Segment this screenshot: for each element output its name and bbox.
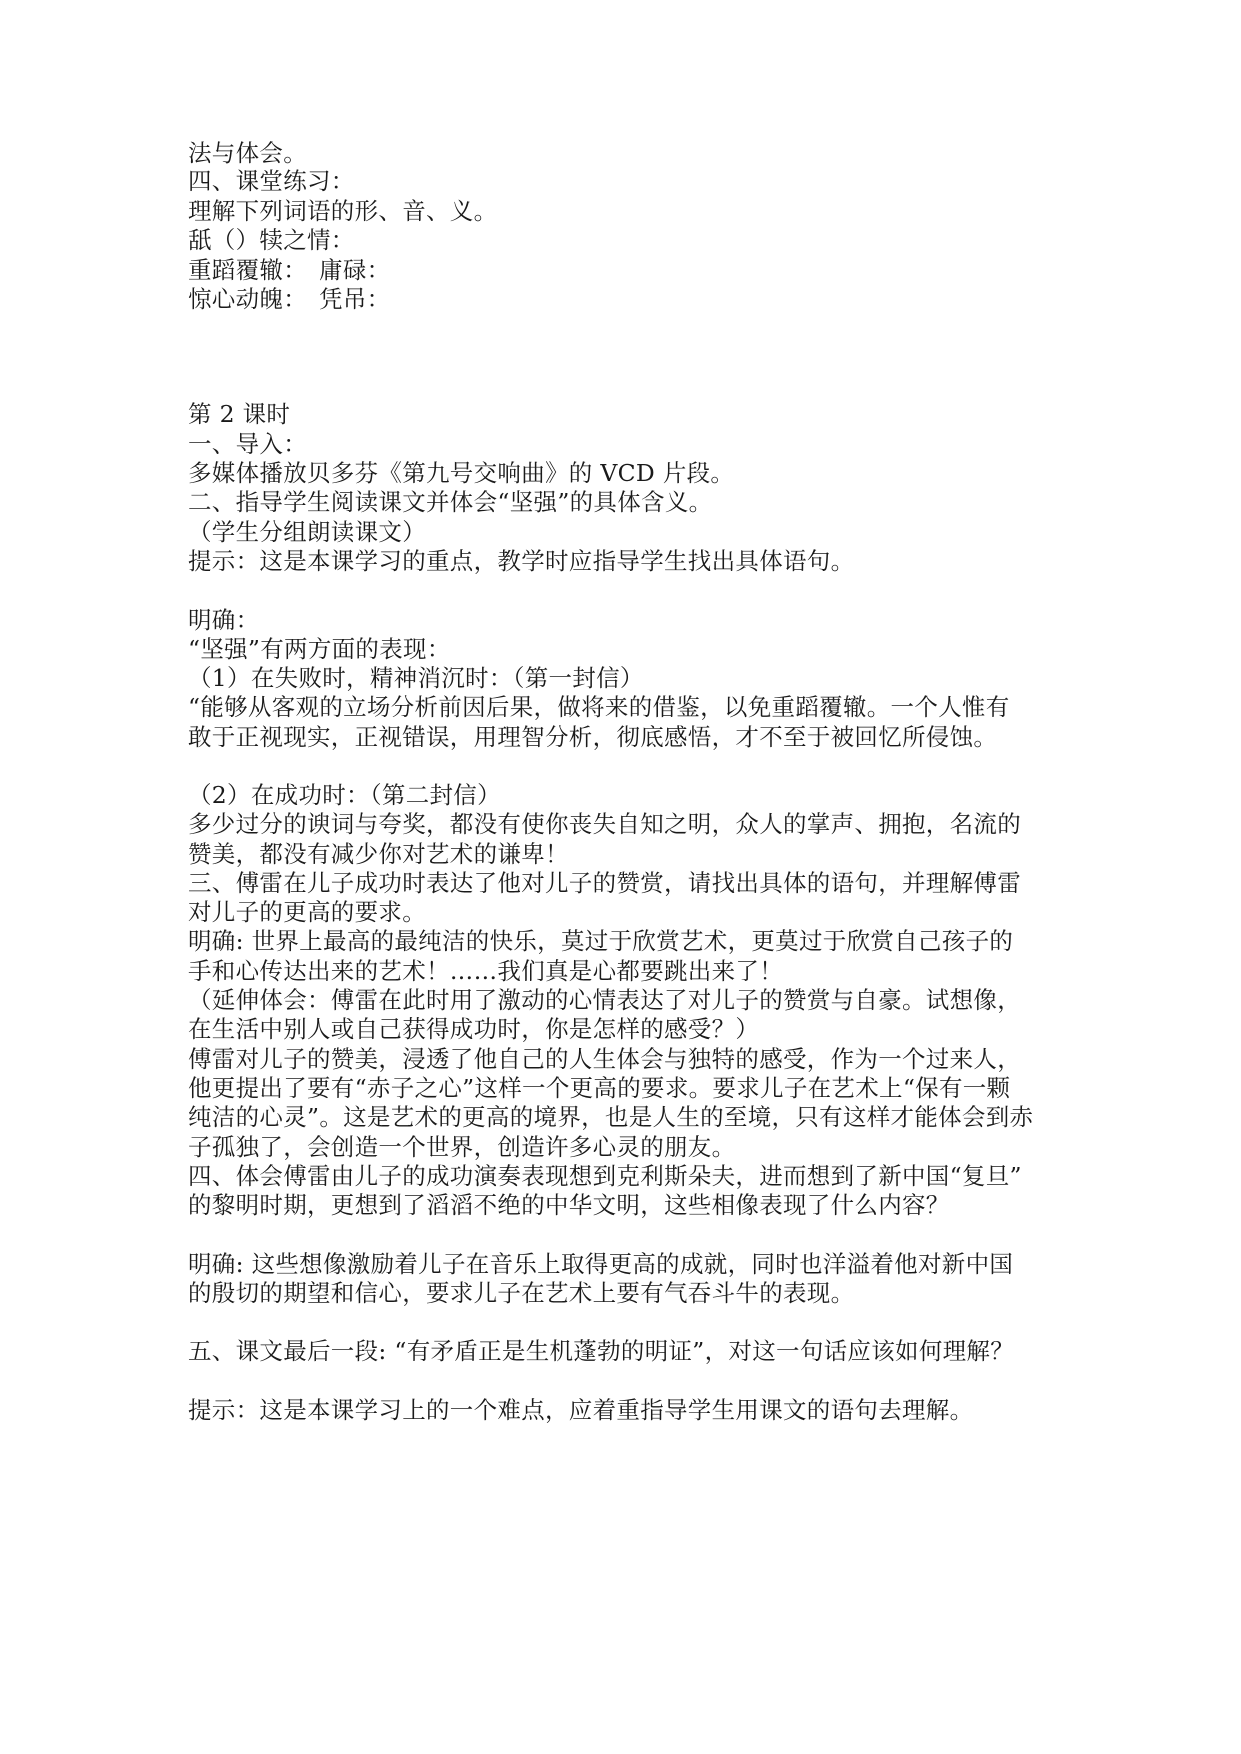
text-line: 手和心传达出来的艺术！……我们真是心都要跳出来了！ [188, 957, 783, 985]
text-line: （1）在失败时，精神消沉时：（第一封信） [188, 664, 644, 692]
text-line: 重蹈覆辙： 庸碌： [188, 256, 391, 284]
text-line: 一、导入： [188, 430, 307, 458]
text-line: 子孤独了，会创造一个世界，创造许多心灵的朋友。 [188, 1133, 736, 1161]
text-line: 法与体会。 [188, 139, 307, 167]
text-line: （延伸体会：傅雷在此时用了激动的心情表达了对儿子的赞赏与自豪。试想像， [188, 986, 1021, 1014]
text-line: 对儿子的更高的要求。 [188, 898, 426, 926]
text-line: 明确: 这些想像激励着儿子在音乐上取得更高的成就，同时也洋溢着他对新中国 [188, 1250, 1014, 1278]
text-line: 五、课文最后一段: “有矛盾正是生机蓬勃的明证”，对这一句话应该如何理解？ [188, 1337, 1015, 1365]
text-line: 四、体会傅雷由儿子的成功演奏表现想到克利斯朵夫，进而想到了新中国“复旦” [188, 1162, 1022, 1190]
text-line: 傅雷对儿子的赞美，浸透了他自己的人生体会与独特的感受，作为一个过来人， [188, 1045, 1021, 1073]
text-line: 他更提出了要有“赤子之心”这样一个更高的要求。要求儿子在艺术上“保有一颗 [188, 1074, 1011, 1102]
text-line: 舐（）犊之情： [188, 226, 355, 254]
text-line: 在生活中别人或自己获得成功时，你是怎样的感受？） [188, 1015, 760, 1043]
text-line: 的殷切的期望和信心，要求儿子在艺术上要有气吞斗牛的表现。 [188, 1279, 855, 1307]
text-line: （2）在成功时：（第二封信） [188, 781, 501, 809]
text-line: 赞美，都没有减少你对艺术的谦卑！ [188, 840, 569, 868]
text-line: 明确: 世界上最高的最纯洁的快乐，莫过于欣赏艺术，更莫过于欣赏自己孩子的 [188, 927, 1014, 955]
text-line: 多少过分的谀词与夸奖，都没有使你丧失自知之明，众人的掌声、拥抱，名流的 [188, 810, 1021, 838]
text-line: 明确： [188, 606, 260, 634]
text-line: “坚强”有两方面的表现： [188, 635, 451, 663]
text-line: 四、课堂练习： [188, 167, 355, 195]
text-line: 纯洁的心灵”。这是艺术的更高的境界，也是人生的至境，只有这样才能体会到赤 [188, 1103, 1034, 1131]
text-line: “能够从客观的立场分析前因后果，做将来的借鉴，以免重蹈覆辙。一个人惟有 [188, 693, 1010, 721]
text-line: 提示：这是本课学习的重点，教学时应指导学生找出具体语句。 [188, 547, 855, 575]
text-line: 敢于正视现实，正视错误，用理智分析，彻底感悟，才不至于被回忆所侵蚀。 [188, 723, 998, 751]
text-line: （学生分组朗读课文） [188, 518, 426, 546]
section-heading: 第 2 课时 [188, 400, 291, 428]
text-line: 三、傅雷在儿子成功时表达了他对儿子的赞赏，请找出具体的语句，并理解傅雷 [188, 869, 1021, 897]
text-line: 二、指导学生阅读课文并体会“坚强”的具体含义。 [188, 488, 713, 516]
text-line: 的黎明时期，更想到了滔滔不绝的中华文明，这些相像表现了什么内容？ [188, 1191, 950, 1219]
text-line: 理解下列词语的形、音、义。 [188, 197, 498, 225]
text-line: 惊心动魄： 凭吊： [188, 285, 391, 313]
text-line: 提示：这是本课学习上的一个难点，应着重指导学生用课文的语句去理解。 [188, 1396, 974, 1424]
text-line: 多媒体播放贝多芬《第九号交响曲》的 VCD 片段。 [188, 459, 735, 487]
document-page [188, 0, 1068, 1754]
